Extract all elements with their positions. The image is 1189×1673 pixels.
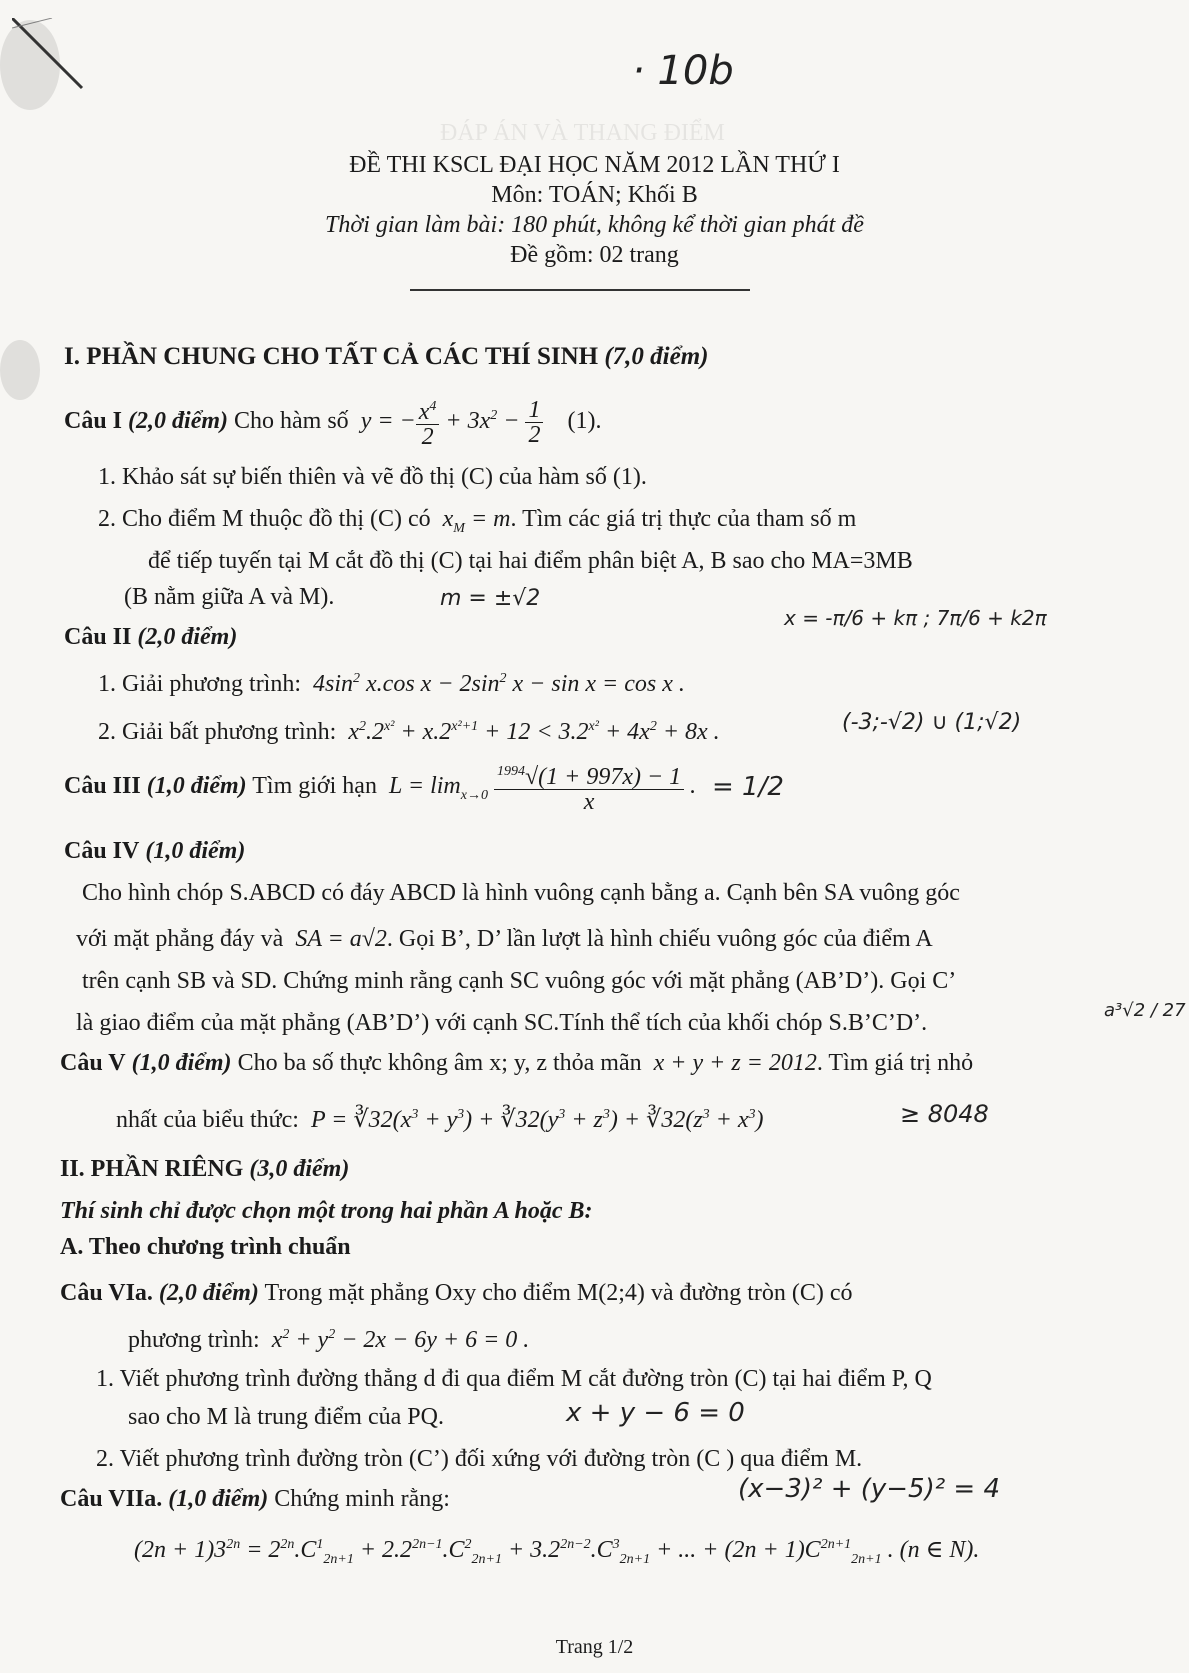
- q7a-intro: Chứng minh rằng:: [274, 1486, 450, 1512]
- sectionA-title: A. Theo chương trình chuẩn: [60, 1234, 351, 1260]
- page-number: Trang 1/2: [555, 1636, 634, 1658]
- q1-xm-formula: $x_M = m$: [436, 506, 511, 536]
- bleed-through-text: ĐÁP ÁN VÀ THANG ĐIỂM: [440, 120, 725, 146]
- part1-points: (7,0 điểm): [604, 343, 709, 370]
- handwritten-q1-answer: m = ±√2: [440, 586, 541, 611]
- q1-item2-a: 2. Cho điểm M thuộc đồ thị (C) có: [98, 506, 431, 532]
- q7a-points: (1,0 điểm): [168, 1486, 269, 1512]
- q6a-line1: [60, 1278, 853, 1308]
- q5-line1-a: Cho ba số thực không âm x; y, z thỏa mãn: [237, 1050, 642, 1076]
- sectionA-heading: [60, 1232, 351, 1262]
- q4-line1: Cho hình chóp S.ABCD có đáy ABCD là hình vuông cạnh bằng a. Cạnh bên SA vuông góc: [82, 880, 960, 906]
- q2-label: Câu II: [64, 624, 132, 650]
- handwritten-q2-1-answer: x = -π/6 + kπ ; 7π/6 + k2π: [784, 606, 1047, 630]
- q6a-line2: [128, 1320, 529, 1355]
- handwritten-q6a2-answer: (x−3)² + (y−5)² = 4: [738, 1474, 1001, 1504]
- q4-line3: trên cạnh SB và SD. Chứng minh rằng cạnh SC vuông góc với mặt phẳng (AB’D’). Gọi C’: [82, 968, 957, 994]
- handwritten-q6a1-answer: x + y − 6 = 0: [566, 1398, 745, 1428]
- q2-inequality: $x^2.2^{x^2} + x.2^{x^2+1} + 12 < 3.2^{x^2} + 4x^2 + 8x$ .: [342, 719, 720, 745]
- q7a-line1: [60, 1484, 450, 1514]
- handwritten-q2-2-answer: (-3;-√2) ∪ (1;√2): [842, 710, 1022, 735]
- q1-item1: 1. Khảo sát sự biến thiên và vẽ đồ thị (C) của hàm số (1).: [98, 464, 647, 490]
- q4-sa-formula: SA = a√2: [289, 926, 387, 952]
- exam-subject: Môn: TOÁN; Khối B: [491, 182, 698, 208]
- q5-line2: [116, 1100, 764, 1135]
- q3-points: (1,0 điểm): [146, 773, 247, 799]
- q5-points: (1,0 điểm): [131, 1050, 232, 1076]
- q1-item2-line3: (B nằm giữa A và M).: [124, 584, 335, 610]
- handwritten-q4-answer: a³√2 / 27: [1104, 1000, 1186, 1021]
- q4-line2-a: với mặt phẳng đáy và: [76, 926, 284, 952]
- exam-time: Thời gian làm bài: 180 phút, không kể thời gian phát đề: [325, 212, 864, 238]
- scan-smudge: [0, 20, 60, 110]
- q7a-identity: [134, 1530, 979, 1575]
- q5-line2-text: nhất của biểu thức:: [116, 1107, 299, 1133]
- q2-item1-a: 1. Giải phương trình:: [98, 671, 302, 697]
- q6a-label: Câu VIa.: [60, 1280, 153, 1306]
- handwritten-code: · 10b: [632, 48, 734, 94]
- q2-item2: [98, 712, 720, 747]
- header-rule: [410, 289, 750, 291]
- exam-title: ĐỀ THI KSCL ĐẠI HỌC NĂM 2012 LẦN THỨ I: [349, 152, 840, 178]
- q4-line2-b: . Gọi B’, D’ lần lượt là hình chiếu vuông góc của điểm A: [386, 926, 933, 952]
- q1-function-formula: y = − $\frac{x^4}{2}$ + $3x^2$ − $\frac{1}{2}$: [355, 408, 544, 434]
- part2-note: Thí sinh chỉ được chọn một trong hai phần A hoặc B:: [60, 1198, 593, 1224]
- q6a-circle-equation: $x^2 + y^2 - 2x - 6y + 6 = 0$ .: [265, 1327, 530, 1353]
- part1-heading: [64, 342, 709, 372]
- q1-eq-tag: (1).: [567, 408, 602, 434]
- q2-item1: [98, 664, 685, 699]
- q1-points: (2,0 điểm): [128, 408, 229, 434]
- q2-item2-a: 2. Giải bất phương trình:: [98, 719, 337, 745]
- q7a-formula: $(2n + 1)3^{2n} = 2^{2n}.C^1_{2n+1} + 2.2^{2n-1}.C^2_{2n+1} + 3.2^{2n-2}.C^3_{2n+1}$ + ... + $(2n + 1)C^{2n+1}_{2n+1}$ . (n ∈ N).: [134, 1537, 980, 1567]
- q5-line1: [60, 1048, 973, 1078]
- q3-label: Câu III: [64, 773, 141, 799]
- part2-title: II. PHẦN RIÊNG: [60, 1156, 244, 1182]
- q3-intro: Tìm giới hạn: [252, 773, 377, 799]
- q1-item2-line2: để tiếp tuyến tại M cắt đồ thị (C) tại hai điểm phân biệt A, B sao cho MA=3MB: [148, 548, 913, 574]
- q6a-line2-text: phương trình:: [128, 1327, 260, 1353]
- handwritten-q3-answer: = 1/2: [712, 772, 784, 802]
- q2-points: (2,0 điểm): [137, 624, 238, 650]
- q4-line2: [76, 924, 933, 954]
- scan-smudge: [0, 340, 40, 400]
- part2-heading: [60, 1154, 349, 1184]
- q1-label: Câu I: [64, 408, 123, 434]
- exam-pages: Đề gồm: 02 trang: [510, 242, 679, 268]
- q4-heading: [64, 836, 245, 866]
- q4-points: (1,0 điểm): [145, 838, 246, 864]
- q4-label: Câu IV: [64, 838, 140, 864]
- q5-label: Câu V: [60, 1050, 126, 1076]
- part2-points: (3,0 điểm): [249, 1156, 350, 1182]
- part1-title: I. PHẦN CHUNG CHO TẤT CẢ CÁC THÍ SINH: [64, 343, 599, 370]
- q3-limit-formula: $L = \lim_{x\to 0}$ $\frac{^{1994}√(1 + 997x) - 1}{x}$ .: [383, 773, 696, 799]
- q6a-points: (2,0 điểm): [158, 1280, 259, 1306]
- q7a-label: Câu VIIa.: [60, 1486, 163, 1512]
- q5-constraint: x + y + z = 2012: [647, 1050, 817, 1076]
- handwritten-q5-answer: ≥ 8048: [900, 1100, 989, 1128]
- q6a-item1-line1: 1. Viết phương trình đường thẳng d đi qua điểm M cắt đường tròn (C) tại hai điểm P, Q: [96, 1366, 932, 1392]
- q2-equation: $4\sin^2$ x.cos $x - 2\sin^2$ x − sin x = cos x .: [307, 671, 685, 697]
- q3-statement: [64, 756, 696, 826]
- q6a-line1-text: Trong mặt phẳng Oxy cho điểm M(2;4) và đường tròn (C) có: [264, 1280, 853, 1306]
- q6a-item1-line2: sao cho M là trung điểm của PQ.: [128, 1404, 444, 1430]
- q5-expression: $P = ∛32(x^3 + y^3)$ + $∛32(y^3 + z^3)$ + $∛32(z^3 + x^3)$: [304, 1107, 764, 1133]
- q4-line4: là giao điểm của mặt phẳng (AB’D’) với cạnh SC.Tính thể tích của khối chóp S.B’C’D’.: [76, 1010, 928, 1036]
- q6a-item2: 2. Viết phương trình đường tròn (C’) đối xứng với đường tròn (C ) qua điểm M.: [96, 1446, 863, 1472]
- q2-heading: [64, 622, 237, 652]
- q5-line1-b: . Tìm giá trị nhỏ: [816, 1050, 974, 1076]
- q1-statement: [64, 388, 601, 449]
- q1-intro: Cho hàm số: [234, 408, 349, 434]
- q1-item2-b: . Tìm các giá trị thực của tham số m: [510, 506, 857, 532]
- q1-item2-line1: [98, 504, 856, 544]
